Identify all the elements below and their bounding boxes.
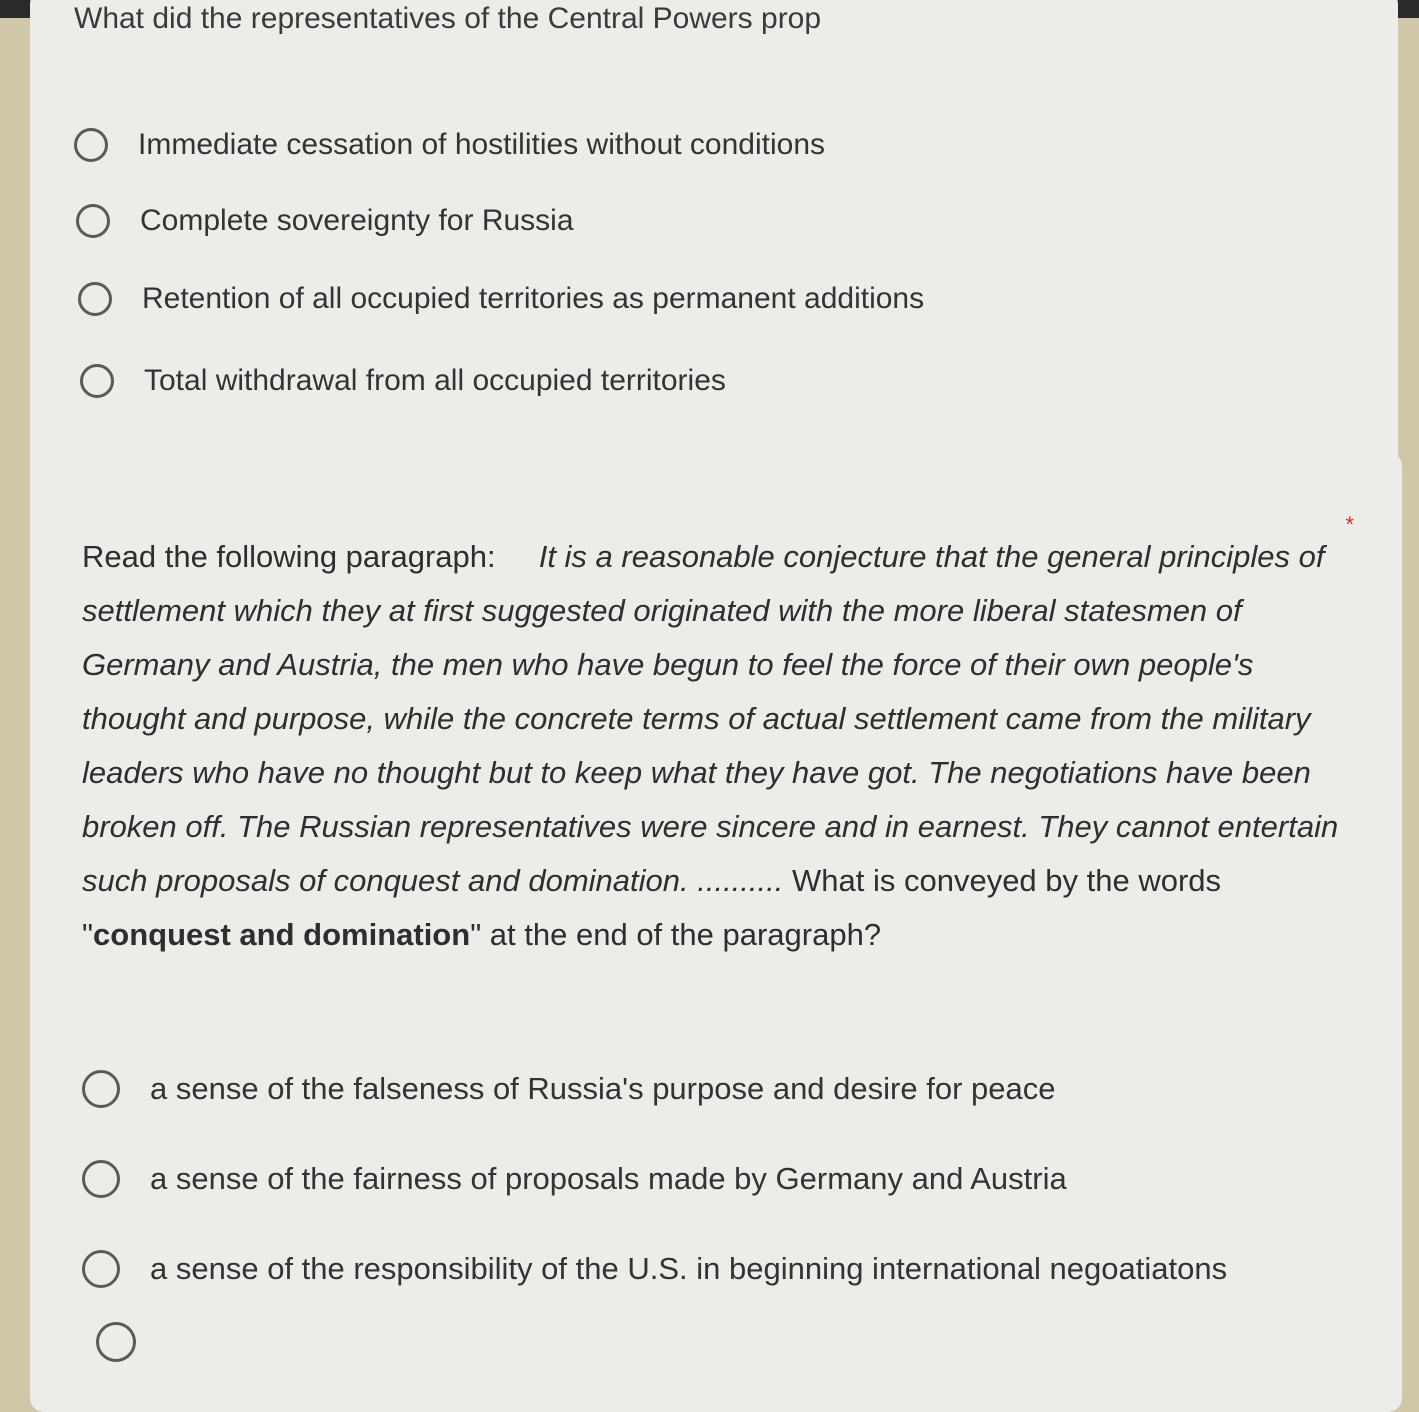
q1-option-3[interactable] — [78, 282, 924, 316]
radio-button[interactable] — [76, 204, 110, 238]
option-label: a sense of the fairness of proposals made by Germany and Austria — [150, 1161, 1067, 1196]
q1-option-4[interactable] — [80, 364, 726, 398]
question-passage: It is a reasonable conjecture that the general principles of settlement which they at first suggested originated with the more liberal statesmen of Germany and Austria, the men who have begun to feel the force of their own people's thought and purpose, while the concrete terms of actual settlement came from the military leaders who have no thought but to keep what they have got. The negotiations have been broken off. The Russian representatives were sincere and in earnest. They cannot entertain such proposals of conquest and domination. .......... — [82, 539, 1339, 898]
radio-button[interactable] — [82, 1250, 120, 1288]
q1-option-1[interactable] — [74, 128, 825, 162]
radio-button-partial[interactable] — [96, 1322, 136, 1362]
question-prompt-after: " at the end of the paragraph? — [470, 917, 882, 952]
question-keyword: conquest and domination — [93, 917, 471, 952]
radio-button[interactable] — [82, 1070, 120, 1108]
q2-option-1[interactable] — [82, 1070, 1055, 1108]
radio-button[interactable] — [78, 282, 112, 316]
q2-option-3[interactable] — [82, 1250, 1227, 1288]
radio-button[interactable] — [80, 364, 114, 398]
question-card-2 — [30, 452, 1402, 1412]
q1-option-2[interactable] — [76, 204, 574, 238]
radio-button[interactable] — [74, 128, 108, 162]
q2-option-2[interactable] — [82, 1160, 1067, 1198]
option-label: a sense of the falseness of Russia's purpose and desire for peace — [150, 1071, 1056, 1106]
question-card-1 — [30, 0, 1398, 482]
question-2-text — [82, 530, 1342, 962]
required-asterisk: * — [1345, 512, 1354, 537]
option-label: Total withdrawal from all occupied territories — [144, 364, 726, 397]
question-prompt-before: What is conveyed by the words " — [82, 863, 1222, 952]
option-label: Complete sovereignty for Russia — [140, 204, 574, 237]
option-label: Immediate cessation of hostilities without conditions — [138, 128, 826, 161]
option-label: Retention of all occupied territories as permanent additions — [142, 282, 925, 315]
radio-button[interactable] — [82, 1160, 120, 1198]
option-label: a sense of the responsibility of the U.S. in beginning international negoatiatons — [150, 1251, 1228, 1286]
question-1-title: What did the representatives of the Central Powers prop — [74, 2, 822, 35]
question-lead: Read the following paragraph: — [82, 539, 496, 574]
